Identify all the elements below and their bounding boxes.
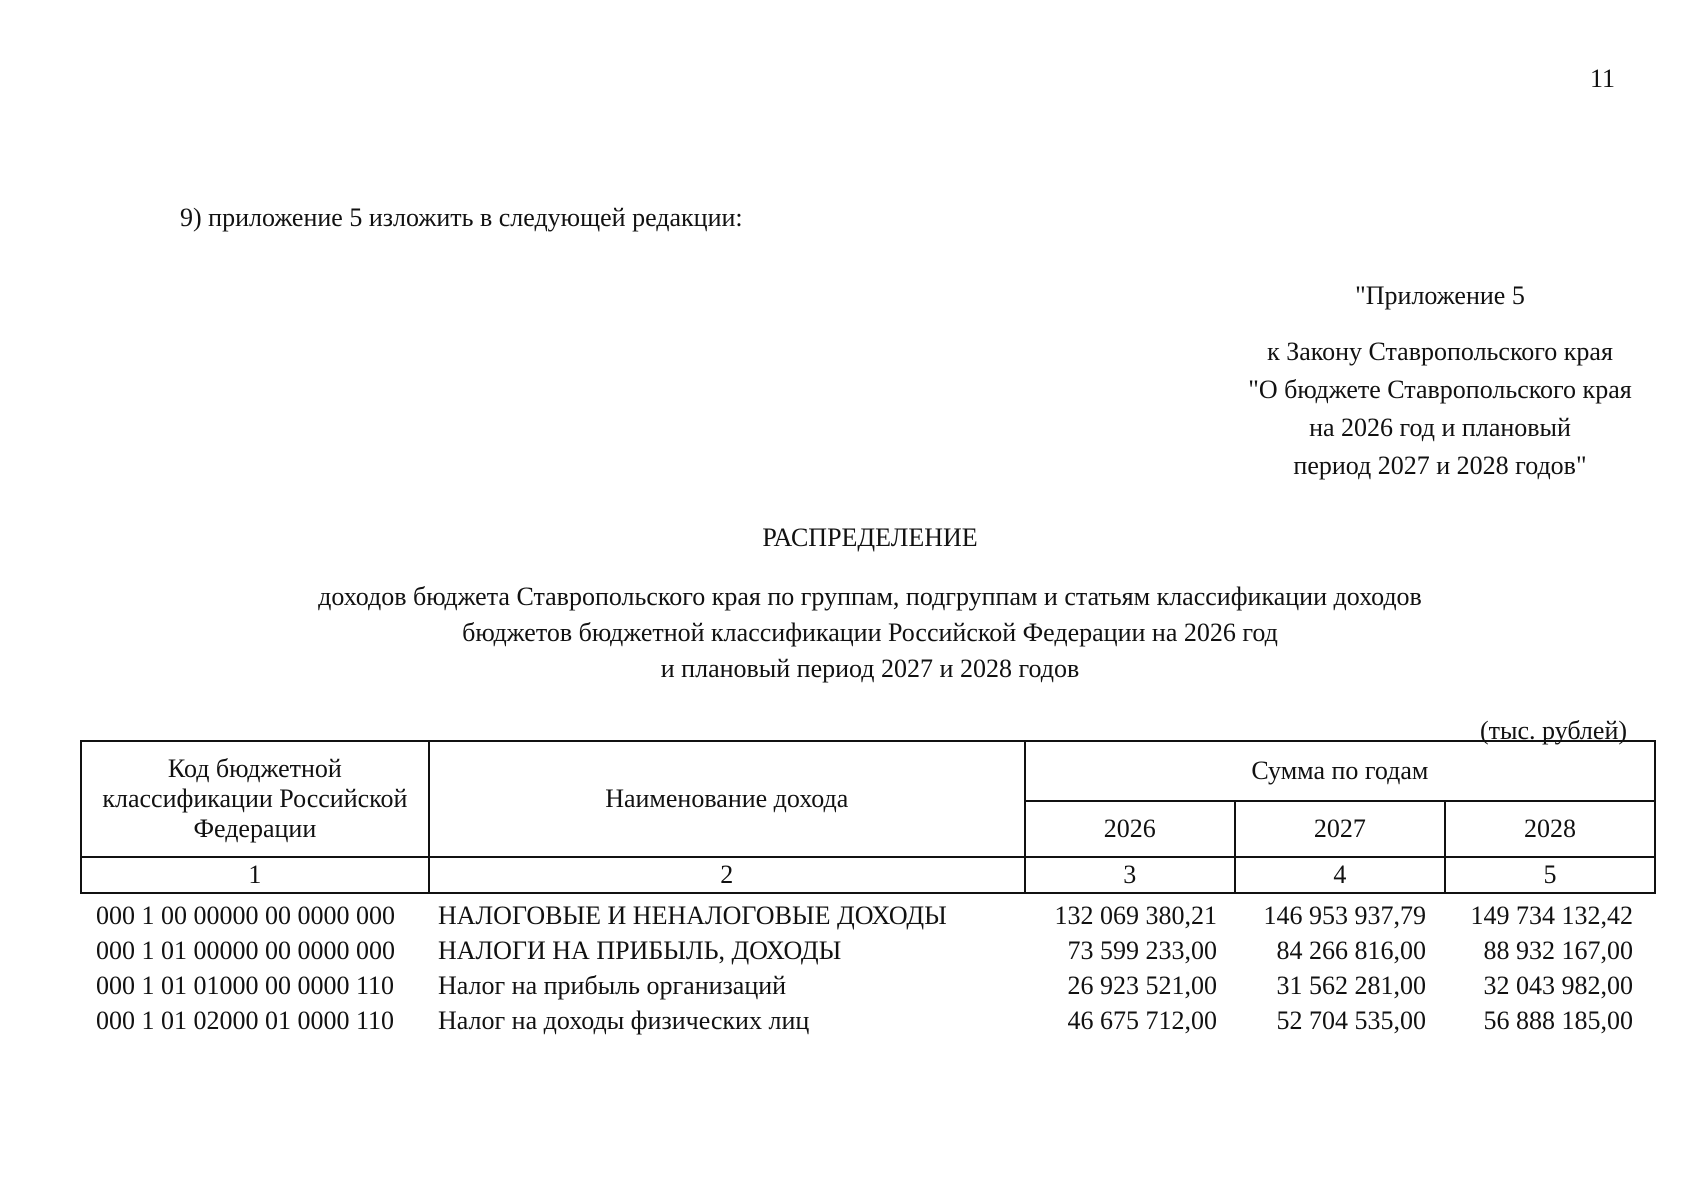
appendix-line: "О бюджете Ставропольского края (1248, 375, 1632, 404)
row-amount-2027: 31 562 281,00 (1276, 971, 1426, 1000)
row-amount-2028: 56 888 185,00 (1483, 1006, 1633, 1035)
row-amount-2026: 73 599 233,00 (1067, 936, 1217, 965)
row-amount-2027: 52 704 535,00 (1276, 1006, 1426, 1035)
row-code: 000 1 01 00000 00 0000 000 (96, 936, 395, 965)
header-code: Код бюджетной классификации Российской Федерации (81, 741, 429, 857)
column-number: 2 (429, 857, 1025, 893)
header-name: Наименование дохода (429, 741, 1025, 857)
row-amount-2026: 132 069 380,21 (1054, 901, 1217, 930)
row-name: Налог на доходы физических лиц (438, 1006, 810, 1035)
header-year: 2026 (1025, 801, 1235, 857)
header-sum-by-years: Сумма по годам (1025, 741, 1655, 801)
row-amount-2027: 146 953 937,79 (1263, 901, 1426, 930)
document-title: РАСПРЕДЕЛЕНИЕ (762, 523, 978, 552)
row-amount-2028: 32 043 982,00 (1483, 971, 1633, 1000)
header-year: 2027 (1235, 801, 1445, 857)
row-name: НАЛОГИ НА ПРИБЫЛЬ, ДОХОДЫ (438, 936, 842, 965)
subtitle-line: доходов бюджета Ставропольского края по группам, подгруппам и статьям классификации доходов (318, 582, 1422, 611)
units-label: (тыс. рублей) (1480, 716, 1628, 745)
appendix-line: на 2026 год и плановый (1309, 413, 1571, 442)
subtitle-line: и плановый период 2027 и 2028 годов (660, 654, 1080, 683)
table-row (80, 1003, 1656, 1038)
row-code: 000 1 00 00000 00 0000 000 (96, 901, 395, 930)
row-amount-2026: 46 675 712,00 (1067, 1006, 1217, 1035)
column-number: 3 (1025, 857, 1235, 893)
appendix-line: период 2027 и 2028 годов" (1293, 451, 1587, 480)
row-amount-2028: 88 932 167,00 (1483, 936, 1633, 965)
row-amount-2026: 26 923 521,00 (1067, 971, 1217, 1000)
table-header (80, 740, 1656, 894)
column-number: 1 (81, 857, 429, 893)
page-number: 11 (1590, 64, 1616, 93)
row-amount-2027: 84 266 816,00 (1276, 936, 1426, 965)
table-body (80, 898, 1656, 1038)
row-amount-2028: 149 734 132,42 (1470, 901, 1633, 930)
document-subtitle (0, 579, 1696, 687)
row-code: 000 1 01 01000 00 0000 110 (96, 971, 395, 1000)
table-row (80, 968, 1656, 1003)
table-row (80, 933, 1656, 968)
column-number: 5 (1445, 857, 1655, 893)
row-code: 000 1 01 02000 01 0000 110 (96, 1006, 395, 1035)
table-row (80, 898, 1656, 933)
row-name: НАЛОГОВЫЕ И НЕНАЛОГОВЫЕ ДОХОДЫ (438, 901, 947, 930)
appendix-title: "Приложение 5 (1355, 281, 1525, 310)
column-number: 4 (1235, 857, 1445, 893)
appendix-reference (1230, 277, 1650, 485)
appendix-line: к Закону Ставропольского края (1267, 337, 1613, 366)
subtitle-line: бюджетов бюджетной классификации Российской Федерации на 2026 год (462, 618, 1278, 647)
header-year: 2028 (1445, 801, 1655, 857)
intro-text: 9) приложение 5 изложить в следующей редакции: (180, 203, 743, 232)
row-name: Налог на прибыль организаций (438, 971, 787, 1000)
